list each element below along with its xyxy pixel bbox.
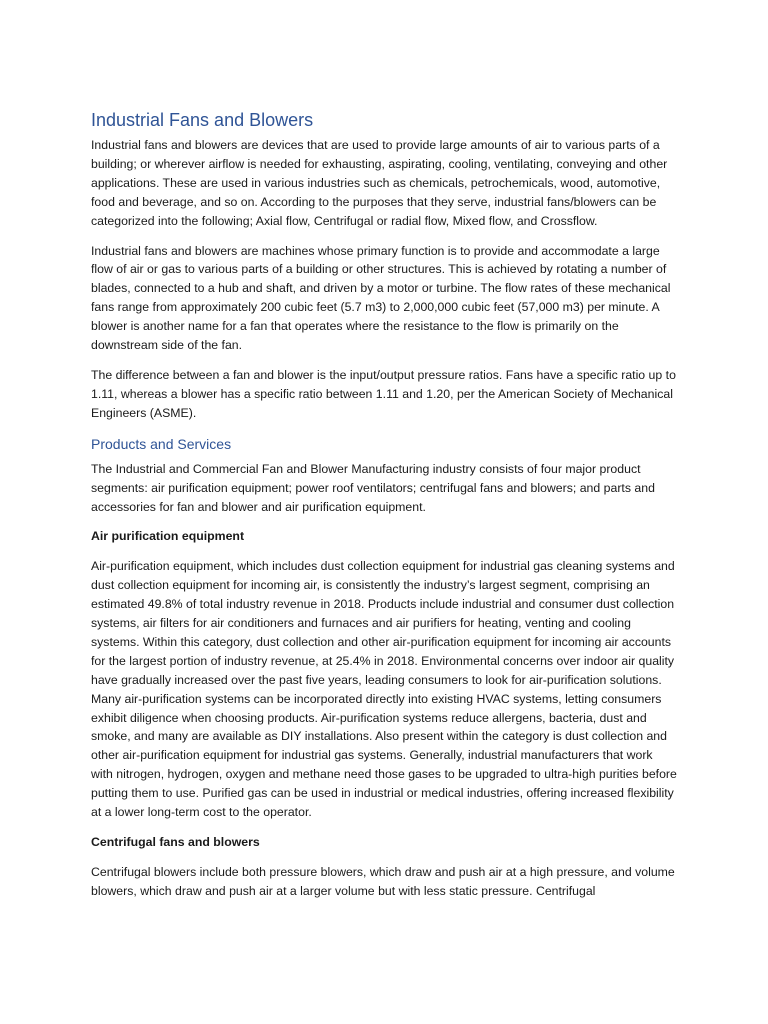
air-purification-paragraph: Air-purification equipment, which includes dust collection equipment for industrial gas cleaning systems and dust collection equipment for incoming air, is consistently the industry’s largest segment, comprising an estimated 49.8% of total industry revenue in 2018. Products include industrial and consumer dust collection systems, air filters for air conditioners and furnaces and air purifiers for heating, venting and cooling systems. Within this category, dust collection and other air-purification equipment for incoming air accounts for the largest portion of industry revenue, at 25.4% in 2018. Environmental concerns over indoor air quality have gradually increased over the past five years, leading consumers to look for air-purification solutions. Many air-purification systems can be incorporated directly into existing HVAC systems, letting consumers exhibit diligence when choosing products. Air-purification systems reduce allergens, bacteria, dust and smoke, and many are available as DIY installations. Also present within the category is dust collection and other air-purification equipment for industrial gas systems. Generally, industrial manufacturers that work with nitrogen, hydrogen, oxygen and methane need those gases to be upgraded to ultra-high purities before putting them to use. Purified gas can be used in industrial or medical industries, offering increased flexibility at a lower long-term cost to the operator. [91,559,677,820]
air-purification-heading: Air purification equipment [91,529,245,544]
products-services-heading: Products and Services [91,435,232,452]
intro-paragraph-2: Industrial fans and blowers are machines whose primary function is to provide and accommodate a large flow of air or gas to various parts of a building or other structures. This is achieved by rotating a number of blades, connected to a hub and shaft, and driven by a motor or turbine. The flow rates of these mechanical fans range from approximately 200 cubic feet (5.7 m3) to 2,000,000 cubic feet (57,000 m3) per minute. A blower is another name for a fan that operates where the resistance to the flow is primarily on the downstream side of the fan. [91,243,671,353]
intro-paragraph-3: The difference between a fan and blower is the input/output pressure ratios. Fans have a specific ratio up to 1.11, whereas a blower has a specific ratio between 1.11 and 1.20, per the American Society of Mechanical Engineers (ASME). [91,367,676,420]
centrifugal-paragraph: Centrifugal blowers include both pressure blowers, which draw and push air at a high pressure, and volume blowers, which draw and push air at a larger volume but with less static pressure. Centrifugal [91,864,675,898]
document-title: Industrial Fans and Blowers [91,110,314,130]
document-page [91,108,677,912]
centrifugal-heading: Centrifugal fans and blowers [91,835,260,849]
intro-paragraph-1: Industrial fans and blowers are devices that are used to provide large amounts of air to various parts of a building; or wherever airflow is needed for exhausting, aspirating, cooling, ventilating, conveying and other applications. These are used in various industries such as chemicals, petrochemicals, wood, automotive, food and beverage, and so on. According to the purposes that they serve, industrial fans/blowers can be categorized into the following; Axial flow, Centrifugal or radial flow, Mixed flow, and Crossflow. [91,138,668,228]
products-services-paragraph: The Industrial and Commercial Fan and Blower Manufacturing industry consists of four major product segments: air purification equipment; power roof ventilators; centrifugal fans and blowers; and parts and accessories for fan and blower and air purification equipment. [91,461,655,514]
